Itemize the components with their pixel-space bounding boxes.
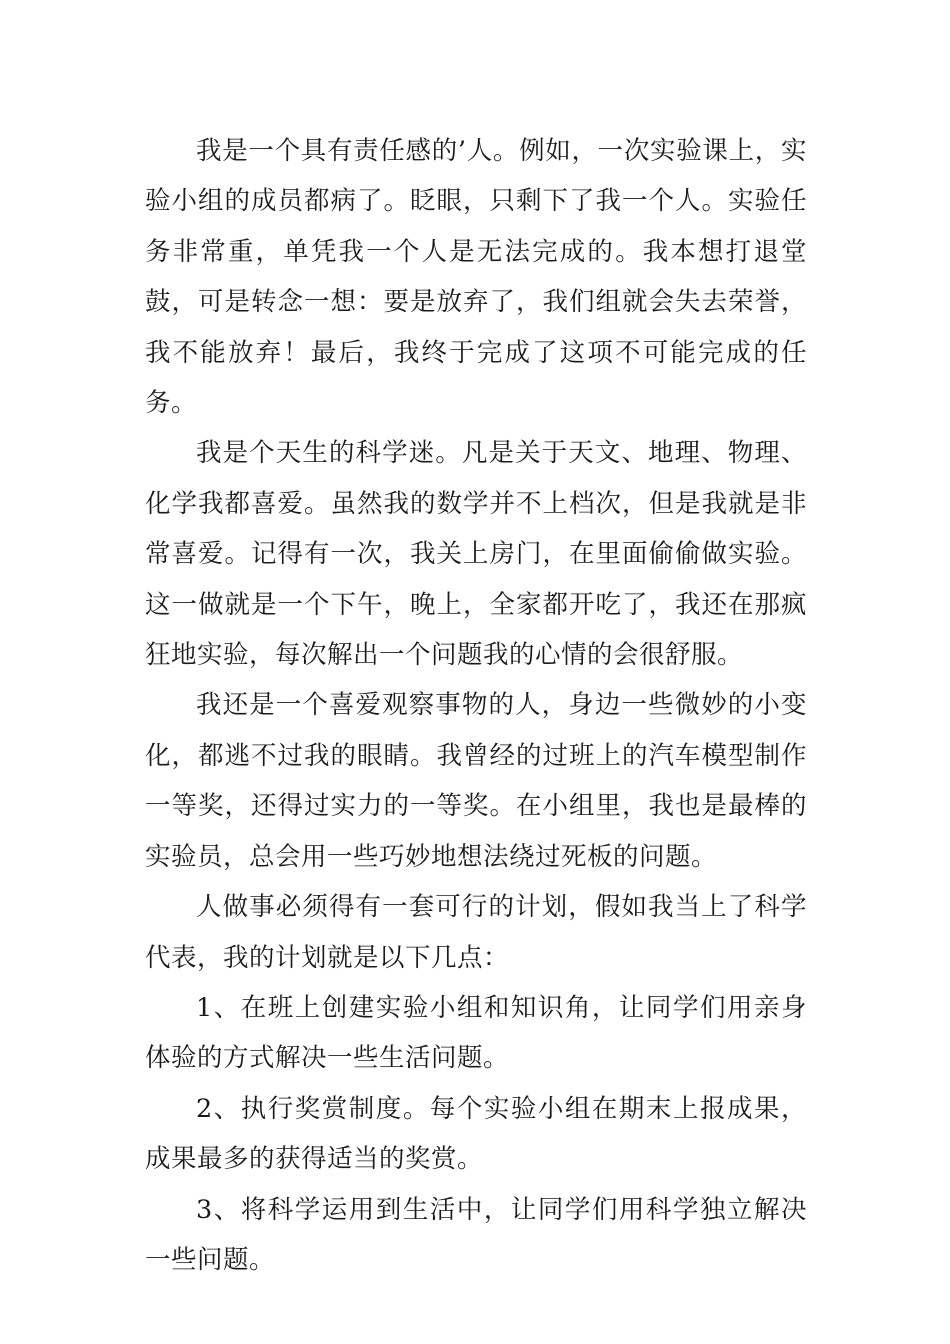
paragraph-plan-item-2: 2、执行奖赏制度。每个实验小组在期末上报成果，成果最多的获得适当的奖赏。 bbox=[145, 1093, 807, 1175]
paragraph-plan-item-3: 3、将科学运用到生活中，让同学们用科学独立解决一些问题。 bbox=[145, 1194, 807, 1275]
paragraph-responsibility: 我是一个具有责任感的’人。例如，一次实验课上，实验小组的成员都病了。眨眼，只剩下了我一个人。实验任务非常重，单凭我一个人是无法完成的。我本想打退堂鼓，可是转念一想：要是放弃了，我们组就会失去荣誉，我不能放弃！最后，我终于完成了这项不可能完成的任务。 bbox=[145, 136, 807, 419]
paragraph-plan-intro: 人做事必须得有一套可行的计划，假如我当上了科学代表，我的计划就是以下几点： bbox=[145, 892, 807, 973]
paragraph-science-fan: 我是个天生的科学迷。凡是关于天文、地理、物理、化学我都喜爱。虽然我的数学并不上档次，但是我就是非常喜爱。记得有一次，我关上房门，在里面偷偷做实验。这一做就是一个下午，晚上，全家都开吃了，我还在那疯狂地实验，每次解出一个问题我的心情的会很舒服。 bbox=[145, 438, 807, 671]
paragraph-observation: 我还是一个喜爱观察事物的人，身边一些微妙的小变化，都逃不过我的眼睛。我曾经的过班上的汽车模型制作一等奖，还得过实力的一等奖。在小组里，我也是最棒的实验员，总会用一些巧妙地想法绕过死板的问题。 bbox=[145, 690, 807, 872]
paragraph-plan-item-1: 1、在班上创建实验小组和知识角，让同学们用亲身体验的方式解决一些生活问题。 bbox=[145, 992, 807, 1074]
document-body bbox=[145, 126, 807, 1285]
